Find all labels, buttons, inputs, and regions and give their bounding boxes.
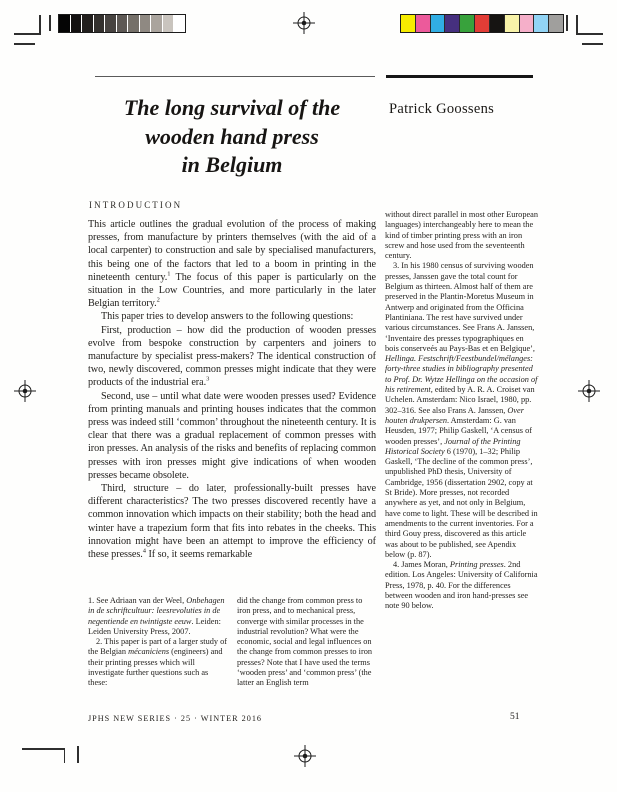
color-swatch bbox=[94, 15, 105, 32]
color-swatch bbox=[174, 15, 185, 32]
color-swatch bbox=[431, 15, 445, 32]
note-2-continuation: without direct parallel in most other European languages) interchangeably here to mean the kind of timber printing press with an iron screw and hose used from the seventeenth century. bbox=[385, 210, 538, 261]
color-swatch bbox=[490, 15, 504, 32]
crop-mark bbox=[576, 15, 578, 35]
color-swatch bbox=[151, 15, 162, 32]
color-swatch bbox=[117, 15, 128, 32]
color-swatch bbox=[505, 15, 519, 32]
registration-mark-icon bbox=[293, 12, 315, 34]
crop-mark bbox=[22, 748, 65, 750]
section-heading: INTRODUCTION bbox=[89, 200, 183, 210]
paragraph-questions: This paper tries to develop answers to the following questions: bbox=[101, 311, 354, 323]
color-calibration-bar bbox=[400, 14, 564, 33]
footnote-2-continuation: did the change from common press to iron press, and to mechanical press, converge with similar processes in the industrial revolution? What were the economic, social and legal influences on the change from common presses to iron presses? Note that I have used the terms ‘wooden press’ and ‘common press’ (the latter an English term bbox=[237, 596, 373, 688]
footnotes-column-left bbox=[88, 596, 229, 689]
crop-mark bbox=[582, 43, 603, 45]
notes-column bbox=[385, 210, 538, 612]
title-line: in Belgium bbox=[181, 152, 283, 177]
title-line: The long survival of the bbox=[123, 95, 341, 120]
crop-mark bbox=[14, 33, 40, 35]
page-number: 51 bbox=[510, 712, 520, 722]
registration-mark-icon bbox=[294, 745, 316, 767]
footnote-1: 1. See Adriaan van der Weel, Onbehagen in de schriftcultuur: leesrevoluties in de negentiende en twintigste eeuw. Leiden: Leiden University Press, 2007. bbox=[88, 596, 225, 636]
author-name: Patrick Goossens bbox=[389, 101, 495, 117]
color-swatch bbox=[105, 15, 116, 32]
crop-mark bbox=[77, 746, 79, 763]
color-swatch bbox=[534, 15, 548, 32]
crop-mark bbox=[64, 748, 66, 763]
color-swatch bbox=[82, 15, 93, 32]
registration-mark-icon bbox=[578, 380, 600, 402]
paragraph-intro: This article outlines the gradual evolution of the process of making presses, from manufacture by printers themselves (with the aid of a local carpenter) to construction and sale by specialised manufacturers, this being one of the factors that led to a boom in printing in the nineteenth century.$^1$ The focus of this paper is particularly on the situation in the Low Countries, and more particularly in the later Belgian territory.$^2$ bbox=[88, 219, 376, 310]
article-body bbox=[88, 218, 376, 561]
crop-mark bbox=[14, 43, 35, 45]
journal-footer: JPHS NEW SERIES · 25 · WINTER 2016 bbox=[88, 714, 263, 723]
paragraph-second-use: Second, use – until what date were wooden presses used? Evidence from printing manuals and printing houses indicates that the common press was indeed still ‘common’ throughout the nineteenth century. It is clear that there was a gradual replacement of common presses with iron presses. An analysis of the risks and benefits of replacing common presses with iron presses might give indications of when wooden presses became obsolete. bbox=[88, 390, 376, 481]
footnote-2: 2. This paper is part of a larger study of the Belgian mécaniciens (engineers) and their printing presses which will investigate further questions such as these: bbox=[88, 637, 228, 688]
color-swatch bbox=[520, 15, 534, 32]
color-swatch bbox=[140, 15, 151, 32]
color-swatch bbox=[71, 15, 82, 32]
crop-mark bbox=[49, 15, 51, 31]
color-swatch bbox=[549, 15, 563, 32]
color-swatch bbox=[128, 15, 139, 32]
color-swatch bbox=[475, 15, 489, 32]
note-4: 4. James Moran, Printing presses. 2nd edition. Los Angeles: University of California Press, 1978, p. 40. For the differences between wooden and iron hand-presses see note 90 below. bbox=[385, 560, 538, 611]
notes-column-rule bbox=[386, 75, 533, 78]
crop-mark bbox=[577, 33, 603, 35]
color-swatch bbox=[163, 15, 174, 32]
grayscale-calibration-bar bbox=[58, 14, 186, 33]
color-swatch bbox=[401, 15, 415, 32]
footnotes-column-middle bbox=[237, 596, 376, 689]
paragraph-first-production: First, production – how did the production of wooden presses evolve from bespoke construction by carpenters and joiners to manufacture by specialist press-makers? The identical construction of two, newly discovered, common presses might indicate that they were products of the industrial era.$^3$ bbox=[88, 324, 376, 389]
color-swatch bbox=[460, 15, 474, 32]
color-swatch bbox=[416, 15, 430, 32]
main-column-rule bbox=[95, 76, 375, 77]
color-swatch bbox=[59, 15, 70, 32]
title-line: wooden hand press bbox=[145, 123, 319, 149]
color-swatch bbox=[445, 15, 459, 32]
note-3: 3. In his 1980 census of surviving wooden presses, Janssen gave the total count for Belgium as thirteen. Almost half of them are preserved in the Plantin-Moretus Museum in Antwerp and originated from the Officina Plantiniana. The rest have survived under various circumstances. See Frans A. Janssen, ‘Inventaire des presses typographiques en bois conserveés au Pays-Bas et en Belgique’, Hellinga. Festschrift/Feestbundel/mélanges: forty-three studies in bibliography presented to Prof. Dr. Wytze Hellinga on the occasion of his retirement, edited by A. R. A. Croiset van Uchelen. Amsterdam: Nico Israel, 1980, pp. 302–316. See also Frans A. Janssen, Over houten drukpersen. Amsterdam: G. van Heusden, 1977; Philip Gaskell, ‘A census of wooden presses’, Journal of the Printing Historical Society 6 (1970), 1–32; Philip Gaskell, ‘The decline of the common press’, unpublished PhD thesis, University of Cambridge, 1956 (dissertation 2902, copy at St Bride). More presses, not recorded anywhere as yet, and not only in Belgium, have come to light. These will be described in amendments to the current inventories. For a third Gouy press, discovered as this article was about to be published, see Apendix below (p. 87). bbox=[385, 261, 538, 559]
registration-mark-icon bbox=[14, 380, 36, 402]
crop-mark bbox=[566, 15, 568, 31]
crop-mark bbox=[39, 15, 41, 35]
article-title bbox=[86, 94, 378, 180]
paragraph-third-structure: Third, structure – do later, professionally-built presses have different characteristics? The two presses discovered recently have a common innovation which impacts on their stability; both the head and winter have a trapezium form that fits into rebates in the cheeks. This innovation might have been an attempt to improve the efficiency of these presses.$^4$ If so, it seems remarkable bbox=[88, 483, 376, 561]
